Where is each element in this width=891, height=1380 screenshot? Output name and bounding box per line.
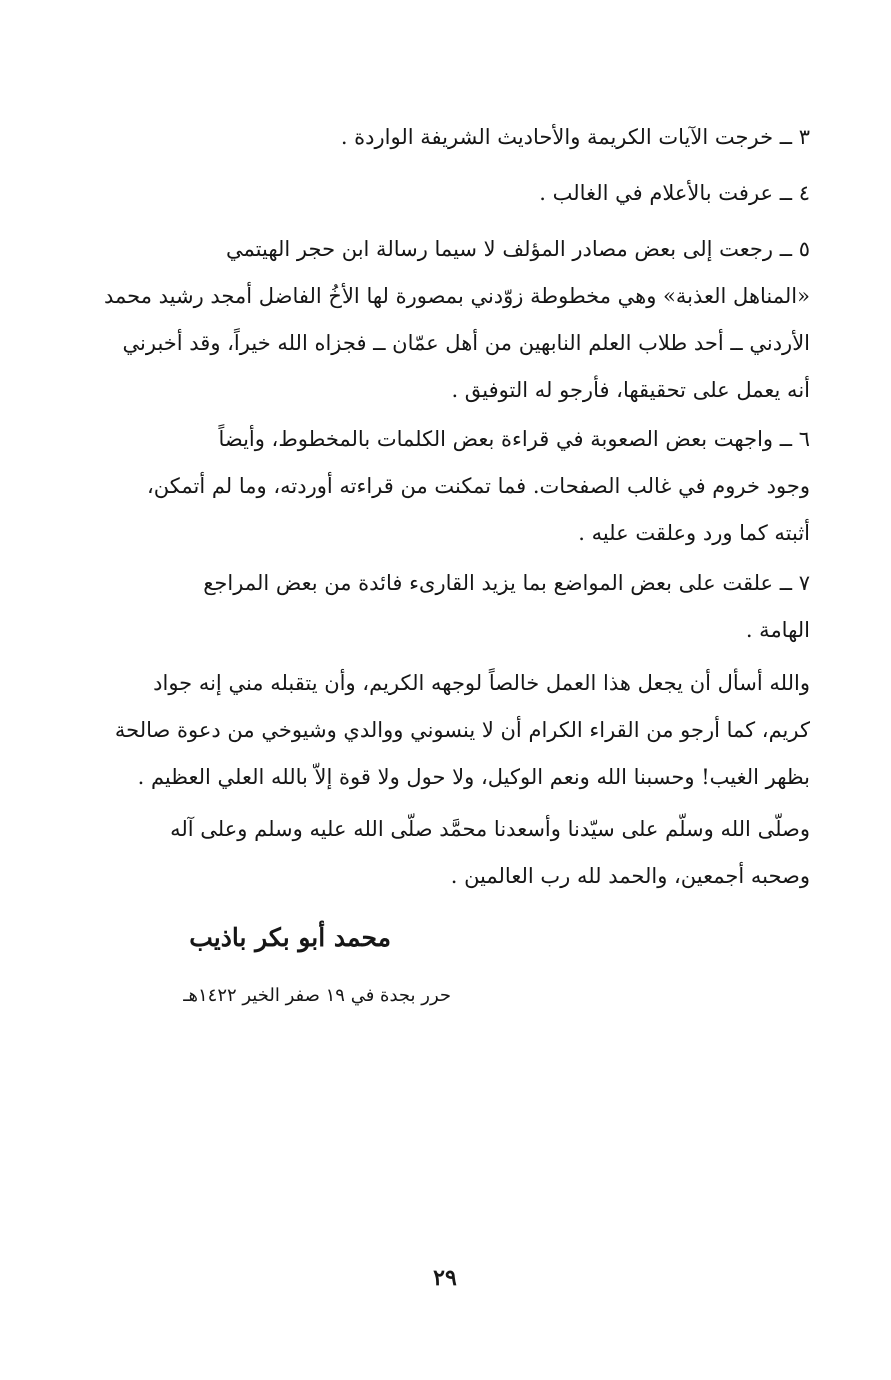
paragraph-line: كريم، كما أرجو من القراء الكرام أن لا ينسوني ووالدي وشيوخي من دعوة صالحة — [114, 718, 810, 742]
signature-date: حرر بجدة في ١٩ صفر الخير ١٤٢٢هـ — [183, 985, 451, 1006]
list-item-3 — [78, 114, 810, 161]
list-item-7 — [78, 560, 810, 654]
list-item-6 — [78, 416, 810, 557]
paragraph-line: ٥ ــ رجعت إلى بعض مصادر المؤلف لا سيما رسالة ابن حجر الهيتمي — [226, 237, 810, 261]
paragraph-line: الأردني ــ أحد طلاب العلم النابهين من أهل عمّان ــ فجزاه الله خيراً، وقد أخبرني — [122, 331, 810, 355]
author-signature: محمد أبو بكر باذيب — [189, 923, 391, 952]
paragraph-line: «المناهل العذبة» وهي مخطوطة زوّدني بمصورة لها الأخُ الفاضل أمجد رشيد محمد — [103, 284, 810, 308]
paragraph-line: بظهر الغيب! وحسبنا الله ونعم الوكيل، ولا حول ولا قوة إلاّ بالله العلي العظيم . — [137, 765, 810, 789]
paragraph-line: وجود خروم في غالب الصفحات. فما تمكنت من قراءته أوردته، وما لم أتمكن، — [146, 474, 810, 498]
paragraph-line: ٦ ــ واجهت بعض الصعوبة في قراءة بعض الكلمات بالمخطوط، وأيضاً — [218, 427, 810, 451]
paragraph-line: أثبته كما ورد وعلقت عليه . — [578, 521, 810, 545]
paragraph-line: وصحبه أجمعين، والحمد لله رب العالمين . — [450, 864, 810, 888]
list-item-5 — [78, 226, 810, 414]
paragraph-line: وصلّى الله وسلّم على سيّدنا وأسعدنا محمَّد صلّى الله عليه وسلم وعلى آله — [170, 817, 810, 841]
list-item-4 — [78, 170, 810, 217]
salutation-paragraph — [78, 806, 810, 900]
paragraph-line: ٤ ــ عرفت بالأعلام في الغالب . — [539, 181, 810, 205]
paragraph-line: ٧ ــ علقت على بعض المواضع بما يزيد القارىء فائدة من بعض المراجع — [203, 571, 810, 595]
paragraph-line: أنه يعمل على تحقيقها، فأرجو له التوفيق . — [451, 378, 810, 402]
paragraph-line: الهامة . — [745, 618, 810, 642]
closing-paragraph — [78, 660, 810, 801]
paragraph-line: والله أسأل أن يجعل هذا العمل خالصاً لوجهه الكريم، وأن يتقبله مني إنه جواد — [153, 671, 810, 695]
paragraph-line: ٣ ــ خرجت الآيات الكريمة والأحاديث الشريفة الواردة . — [340, 125, 810, 149]
page-number: ٢٩ — [433, 1265, 457, 1291]
